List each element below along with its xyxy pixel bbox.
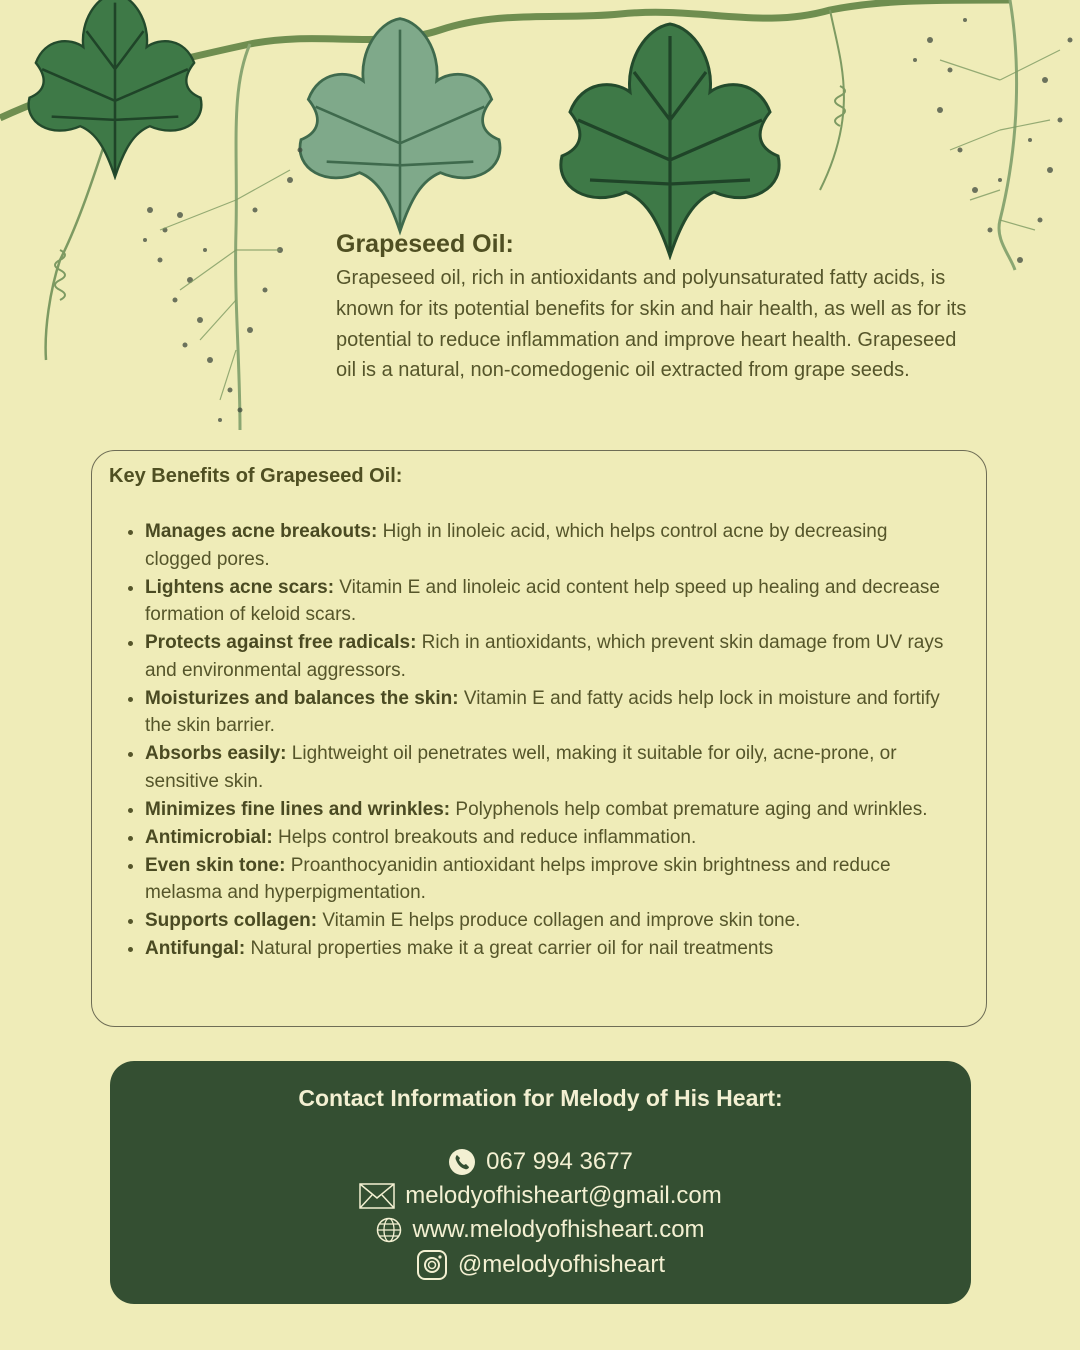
- benefit-name: Antimicrobial:: [145, 826, 273, 848]
- page-title: Grapeseed Oil:: [336, 230, 514, 258]
- list-item: [145, 935, 956, 963]
- benefit-text: Natural properties make it a great carrier oil for nail treatments: [245, 938, 774, 960]
- benefit-name: Even skin tone:: [145, 854, 286, 876]
- globe-icon: [376, 1217, 402, 1243]
- instagram-icon: [416, 1249, 448, 1281]
- intro-text: Grapeseed oil, rich in antioxidants and polyunsaturated fatty acids, is known for its potential benefits for skin and hair health, as well as for its potential to reduce inflammation and improve heart health. Grapeseed oil is a natural, non-comedogenic oil extracted from grape seeds.: [336, 267, 967, 382]
- benefit-name: Protects against free radicals:: [145, 632, 417, 654]
- contact-website-row: [110, 1216, 971, 1244]
- benefit-name: Lightens acne scars:: [145, 576, 335, 598]
- benefit-text: High in linoleic acid, which helps control acne by decreasing clogged pores.: [145, 521, 888, 570]
- benefit-text: Lightweight oil penetrates well, making it suitable for oily, acne-prone, or sensitive skin.: [145, 743, 897, 792]
- contact-phone-row: [110, 1148, 971, 1176]
- contact-instagram-row: [110, 1249, 971, 1281]
- benefits-box: [91, 450, 987, 1027]
- benefit-text: Helps control breakouts and reduce inflammation.: [272, 826, 697, 848]
- list-item: [145, 907, 956, 935]
- list-item: [145, 574, 956, 629]
- benefit-text: Vitamin E and fatty acids help lock in moisture and fortify the skin barrier.: [145, 687, 940, 737]
- phone-icon: [448, 1148, 476, 1176]
- intro-section: [336, 230, 976, 386]
- contact-box: [110, 1061, 971, 1304]
- instagram-handle[interactable]: @melodyofhisheart: [457, 1251, 666, 1278]
- website-link[interactable]: www.melodyofhisheart.com: [412, 1216, 705, 1243]
- benefit-name: Minimizes fine lines and wrinkles:: [145, 798, 451, 820]
- list-item: [145, 852, 956, 907]
- benefit-text: Vitamin E helps produce collagen and improve skin tone.: [317, 910, 801, 932]
- list-item: [145, 824, 956, 852]
- benefit-name: Absorbs easily:: [145, 743, 287, 765]
- list-item: [145, 685, 956, 740]
- contact-email-row: [110, 1182, 971, 1210]
- list-item: [145, 518, 956, 573]
- list-item: [145, 740, 956, 795]
- benefit-text: Proanthocyanidin antioxidant helps improve skin brightness and reduce melasma and hyperpigmentation.: [145, 854, 891, 904]
- list-item: [145, 796, 956, 824]
- benefits-title: Key Benefits of Grapeseed Oil:: [109, 465, 403, 487]
- contact-title: Contact Information for Melody of His Heart:: [298, 1085, 783, 1111]
- benefit-name: Supports collagen:: [145, 910, 318, 932]
- benefit-text: Rich in antioxidants, which prevent skin damage from UV rays and environmental aggressors.: [145, 632, 944, 681]
- benefit-name: Manages acne breakouts:: [145, 521, 378, 542]
- benefit-name: Antifungal:: [145, 938, 246, 960]
- envelope-icon: [359, 1183, 395, 1209]
- benefit-name: Moisturizes and balances the skin:: [145, 687, 459, 709]
- benefit-text: Vitamin E and linoleic acid content help speed up healing and decrease formation of keloid scars.: [145, 576, 940, 626]
- list-item: [145, 629, 956, 684]
- benefits-list: [109, 518, 956, 963]
- email-link[interactable]: melodyofhisheart@gmail.com: [405, 1182, 722, 1209]
- benefit-text: Polyphenols help combat premature aging and wrinkles.: [450, 798, 928, 820]
- phone-number[interactable]: 067 994 3677: [486, 1148, 633, 1175]
